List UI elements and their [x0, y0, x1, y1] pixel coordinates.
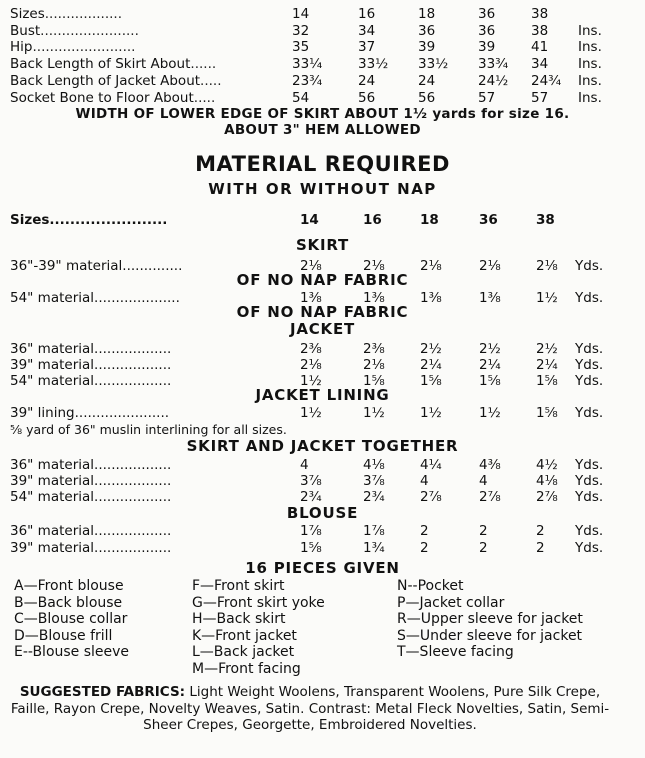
pieces-col-2 — [192, 578, 325, 678]
leader: .................. — [94, 457, 172, 473]
row-label: Back Length of Jacket About — [10, 73, 201, 89]
cell: 2¾ — [300, 489, 322, 505]
leader: .............. — [122, 258, 183, 274]
row-label: Sizes.................. — [10, 6, 122, 22]
cell: 16 — [358, 6, 376, 22]
cell: 39 — [418, 39, 436, 55]
suggested-fabrics — [10, 684, 610, 734]
material-row — [0, 540, 645, 556]
cell: 14 — [292, 6, 310, 22]
size-header: 16 — [363, 212, 382, 228]
cell: 2⅛ — [300, 357, 322, 373]
row-label: 54" material — [10, 489, 95, 505]
material-row — [0, 523, 645, 539]
cell: 2½ — [479, 341, 501, 357]
cell: 4⅛ — [536, 473, 558, 489]
cell: 1⅝ — [363, 373, 385, 389]
cell: 32 — [292, 23, 310, 39]
piece-item: D—Blouse frill — [14, 627, 113, 644]
row-label: 36"-39" material — [10, 258, 123, 274]
cell: 2¾ — [363, 489, 385, 505]
leader: ...................... — [74, 405, 170, 421]
unit: Yds. — [575, 540, 604, 556]
cell: 24 — [418, 73, 436, 89]
cell: 4 — [479, 473, 488, 489]
cell: 1⅞ — [300, 523, 322, 539]
material-row — [0, 473, 645, 489]
pieces-col-3 — [397, 578, 583, 661]
cell: 2¼ — [420, 357, 442, 373]
leader: .................. — [94, 373, 172, 389]
cell: 2⅛ — [536, 258, 558, 274]
leader: .................. — [94, 523, 172, 539]
cell: 4¼ — [420, 457, 442, 473]
leader: ....................... — [49, 212, 168, 228]
row-label: 39" material — [10, 473, 95, 489]
row-label: 39" lining — [10, 405, 75, 421]
cell: 2⅞ — [536, 489, 558, 505]
cell: 56 — [418, 90, 436, 106]
piece-item: B—Back blouse — [14, 594, 123, 611]
size-header: 14 — [300, 212, 319, 228]
sizes-label: Sizes — [10, 212, 50, 228]
measurement-row — [0, 56, 645, 72]
material-row — [0, 357, 645, 373]
unit: Ins. — [578, 73, 602, 89]
cell: 2⅛ — [479, 258, 501, 274]
cell: 2 — [420, 523, 429, 539]
row-label: Socket Bone to Floor About — [10, 90, 194, 106]
cell: 2⅛ — [300, 258, 322, 274]
measurement-row — [0, 6, 645, 22]
piece-item: E--Blouse sleeve — [14, 644, 130, 661]
unit: Ins. — [578, 90, 602, 106]
leader: .................... — [94, 290, 180, 306]
skirt-width-note: WIDTH OF LOWER EDGE OF SKIRT ABOUT 1½ yards for size 16. — [75, 106, 570, 122]
piece-item: G—Front skirt yoke — [192, 594, 325, 611]
pieces-col-1 — [14, 578, 129, 661]
cell: 18 — [418, 6, 436, 22]
piece-item: N--Pocket — [397, 578, 464, 594]
cell: 33½ — [418, 56, 449, 72]
measurement-row — [0, 39, 645, 55]
unit: Yds. — [575, 258, 604, 274]
cell: 38 — [531, 23, 549, 39]
unit: Ins. — [578, 39, 602, 55]
no-nap-heading: OF NO NAP FABRIC — [236, 303, 409, 321]
sizes-header-row — [0, 212, 645, 228]
no-nap-heading: OF NO NAP FABRIC — [236, 271, 409, 289]
unit: Yds. — [575, 523, 604, 539]
measurement-row — [0, 23, 645, 39]
piece-item: S—Under sleeve for jacket — [397, 627, 583, 644]
cell: 1½ — [536, 290, 558, 306]
cell: 35 — [292, 39, 310, 55]
leader: .................. — [94, 489, 172, 505]
cell: 1⅜ — [300, 290, 322, 306]
cell: 3⅞ — [363, 473, 385, 489]
pieces-heading: 16 PIECES GIVEN — [245, 559, 400, 577]
fabrics-text: Light Weight Woolens, Transparent Woolens, Pure Silk Crepe, Faille, Rayon Crepe, Novelty Weaves, Satin. Contrast: Metal Fleck Novelties, Satin, Semi-Sheer Crepes, Georgette, Embroidered Novelties. — [10, 684, 610, 733]
cell: 2⅛ — [363, 357, 385, 373]
piece-item: K—Front jacket — [192, 627, 297, 644]
cell: 2¼ — [536, 357, 558, 373]
cell: 36 — [418, 23, 436, 39]
piece-item: L—Back jacket — [192, 644, 295, 661]
skirt-jacket-heading: SKIRT AND JACKET TOGETHER — [186, 437, 459, 455]
material-title: MATERIAL REQUIRED — [195, 152, 450, 176]
material-row — [0, 341, 645, 357]
cell: 1⅝ — [420, 373, 442, 389]
cell: 4 — [420, 473, 429, 489]
row-label: 36" material — [10, 523, 95, 539]
cell: 2⅛ — [363, 258, 385, 274]
cell: 3⅞ — [300, 473, 322, 489]
row-label: 36" material — [10, 457, 95, 473]
fabrics-label: SUGGESTED FABRICS: — [19, 684, 186, 700]
material-subtitle: WITH OR WITHOUT NAP — [208, 180, 437, 198]
size-header: 18 — [420, 212, 439, 228]
cell: 1⅜ — [420, 290, 442, 306]
cell: 4½ — [536, 457, 558, 473]
leader: ...... — [190, 56, 217, 72]
unit: Yds. — [575, 473, 604, 489]
cell: 38 — [531, 6, 549, 22]
interlining-note: ⅝ yard of 36" muslin interlining for all sizes. — [10, 422, 287, 437]
cell: 57 — [478, 90, 496, 106]
cell: 36 — [478, 6, 496, 22]
jacket-lining-heading: JACKET LINING — [255, 386, 390, 404]
cell: 39 — [478, 39, 496, 55]
row-label: Bust — [10, 23, 41, 39]
leader: ..... — [193, 90, 216, 106]
row-label: Hip — [10, 39, 33, 55]
cell: 24½ — [478, 73, 509, 89]
cell: 1½ — [300, 373, 322, 389]
row-label: 54" material — [10, 290, 95, 306]
measurement-row — [0, 73, 645, 89]
cell: 56 — [358, 90, 376, 106]
cell: 34 — [358, 23, 376, 39]
unit: Yds. — [575, 405, 604, 421]
cell: 33¾ — [478, 56, 509, 72]
cell: 1⅝ — [479, 373, 501, 389]
unit: Yds. — [575, 341, 604, 357]
cell: 23¾ — [292, 73, 323, 89]
piece-item: F—Front skirt — [192, 578, 285, 594]
piece-item: R—Upper sleeve for jacket — [397, 611, 583, 628]
leader: .................. — [94, 540, 172, 556]
skirt-heading: SKIRT — [295, 236, 350, 254]
cell: 24 — [358, 73, 376, 89]
cell: 2 — [479, 523, 488, 539]
unit: Yds. — [575, 290, 604, 306]
cell: 1⅝ — [300, 540, 322, 556]
cell: 2½ — [536, 341, 558, 357]
cell: 33¼ — [292, 56, 323, 72]
piece-item: M—Front facing — [192, 660, 301, 677]
cell: 4⅜ — [479, 457, 501, 473]
row-label: 54" material — [10, 373, 95, 389]
cell: 2⅞ — [479, 489, 501, 505]
leader: ........................ — [32, 39, 136, 55]
cell: 57 — [531, 90, 549, 106]
leader: ..... — [200, 73, 222, 89]
material-row — [0, 489, 645, 505]
row-label: 36" material — [10, 341, 95, 357]
piece-item: A—Front blouse — [14, 578, 124, 594]
blouse-heading: BLOUSE — [286, 504, 359, 522]
cell: 36 — [478, 23, 496, 39]
row-label: 39" material — [10, 540, 95, 556]
unit: Yds. — [575, 373, 604, 389]
jacket-heading: JACKET — [289, 320, 356, 338]
cell: 33½ — [358, 56, 389, 72]
cell: 1⅜ — [479, 290, 501, 306]
unit: Yds. — [575, 457, 604, 473]
cell: 2⅜ — [300, 341, 322, 357]
cell: 2¼ — [479, 357, 501, 373]
row-label: Back Length of Skirt About — [10, 56, 191, 72]
size-header: 36 — [479, 212, 498, 228]
cell: 2⅛ — [420, 258, 442, 274]
unit: Ins. — [578, 56, 602, 72]
cell: 1½ — [300, 405, 322, 421]
size-header: 38 — [536, 212, 555, 228]
leader: .................. — [94, 341, 172, 357]
unit: Yds. — [575, 357, 604, 373]
cell: 41 — [531, 39, 549, 55]
cell: 2 — [479, 540, 488, 556]
cell: 1½ — [479, 405, 501, 421]
cell: 4⅛ — [363, 457, 385, 473]
cell: 2 — [420, 540, 429, 556]
measurement-row — [0, 90, 645, 106]
cell: 34 — [531, 56, 549, 72]
cell: 1⅝ — [536, 373, 558, 389]
cell: 1½ — [420, 405, 442, 421]
unit: Ins. — [578, 23, 602, 39]
piece-item: H—Back skirt — [192, 611, 286, 628]
cell: 1⅝ — [536, 405, 558, 421]
row-label: 39" material — [10, 357, 95, 373]
cell: 54 — [292, 90, 310, 106]
cell: 2⅞ — [420, 489, 442, 505]
material-row — [0, 405, 645, 421]
unit: Yds. — [575, 489, 604, 505]
piece-item: P—Jacket collar — [397, 594, 505, 611]
cell: 1¾ — [363, 540, 385, 556]
cell: 1⅞ — [363, 523, 385, 539]
leader: .................. — [94, 357, 172, 373]
material-row — [0, 457, 645, 473]
cell: 37 — [358, 39, 376, 55]
cell: 2⅜ — [363, 341, 385, 357]
cell: 1⅜ — [363, 290, 385, 306]
cell: 2½ — [420, 341, 442, 357]
hem-note: ABOUT 3" HEM ALLOWED — [224, 122, 421, 138]
cell: 2 — [536, 523, 545, 539]
cell: 1½ — [363, 405, 385, 421]
cell: 4 — [300, 457, 309, 473]
leader: .................. — [94, 473, 172, 489]
piece-item: C—Blouse collar — [14, 611, 128, 628]
piece-item: T—Sleeve facing — [397, 644, 514, 661]
cell: 2 — [536, 540, 545, 556]
leader: ....................... — [40, 23, 139, 39]
cell: 24¾ — [531, 73, 562, 89]
